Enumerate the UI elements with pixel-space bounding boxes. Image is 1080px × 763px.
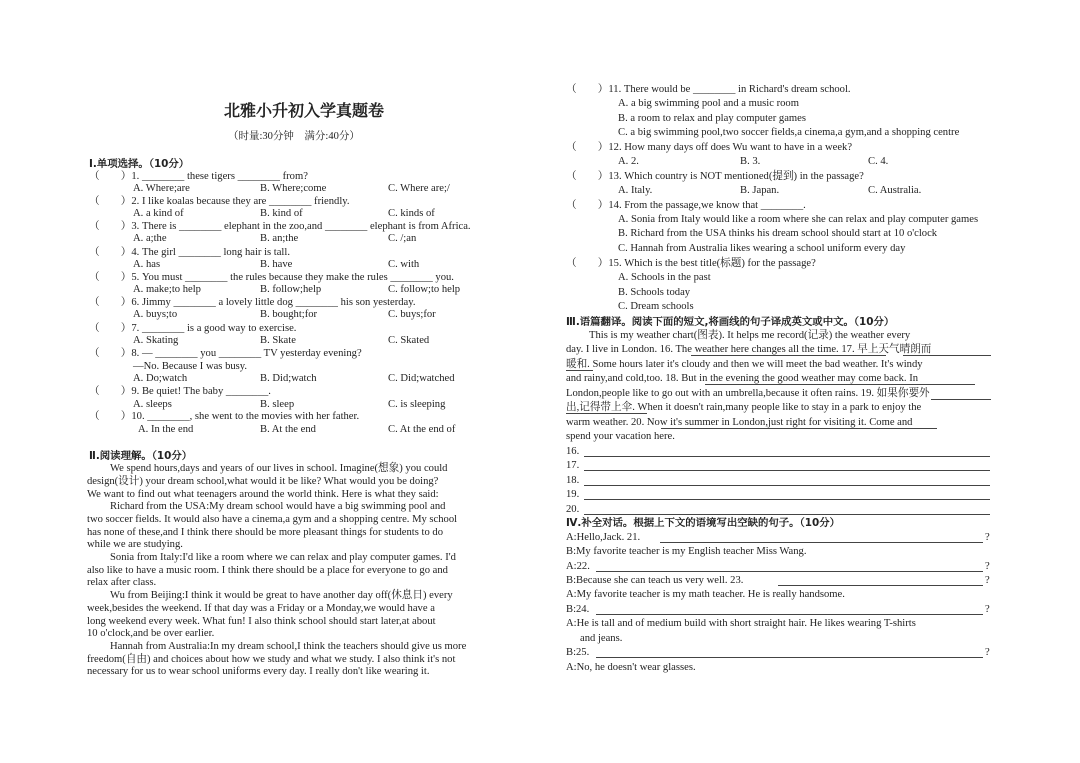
text-line: week,besides the weekend. If that day was a Friday or a Monday,we would have a <box>87 603 435 614</box>
text-line: ? <box>985 561 990 572</box>
text-line: B. Japan. <box>740 185 780 196</box>
text-line: design(设计) your dream school,what would it be like? What would you be doing? <box>87 476 439 487</box>
text-line: B. Skate <box>260 335 296 346</box>
text-line: A. Italy. <box>618 185 653 196</box>
exam-subtitle: （时量:30分钟 满分:40分） <box>228 131 360 142</box>
text-line: A. a;the <box>133 233 167 244</box>
text-line: C. Hannah from Australia likes wearing a school uniform every day <box>618 243 906 254</box>
underline-18 <box>705 384 975 385</box>
answer-line-18[interactable] <box>584 485 990 486</box>
text-line: B. have <box>260 259 293 270</box>
text-line: （ ）11. There would be ________ in Richard's dream school. <box>566 84 851 95</box>
text-line: 18. <box>566 475 580 486</box>
blank-line-24[interactable] <box>596 614 983 615</box>
text-line: B. follow;help <box>260 284 322 295</box>
section-heading: Ⅱ.阅读理解。（10分） <box>89 450 193 462</box>
text-line: C. Where are;/ <box>388 183 450 194</box>
text-line: A:22. <box>566 561 590 572</box>
text-line: B:25. <box>566 647 590 658</box>
text-line: C. is sleeping <box>388 399 446 410</box>
text-line: 10 o'clock,and be over earlier. <box>87 628 215 639</box>
text-line: A. buys;to <box>133 309 178 320</box>
text-line: A:No, he doesn't wear glasses. <box>566 662 696 673</box>
underline-19b <box>566 413 647 414</box>
text-line: （ ）3. There is ________ elephant in the zoo,and ________ elephant is from Africa. <box>89 221 471 232</box>
text-line: A. make;to help <box>133 284 201 295</box>
text-line: C. Dream schools <box>618 301 694 312</box>
answer-line-20[interactable] <box>584 514 990 515</box>
text-line: 16. <box>566 446 580 457</box>
text-line: A:He is tall and of medium build with short straight hair. He likes wearing T-shirts <box>566 618 916 629</box>
text-line: two soccer fields. It would also have a cinema,a gym and a shopping centre. My school <box>87 514 458 525</box>
text-line: （ ）9. Be quiet! The baby ________. <box>89 386 271 397</box>
text-line: long weekend every week. What fun! I also think school should start later,at about <box>87 616 436 627</box>
section-heading: Ⅲ.语篇翻译。阅读下面的短文,将画线的句子译成英文或中文。（10分） <box>566 316 895 328</box>
text-line: 出,记得带上伞. When it doesn't rain,many people like to stay in a park to enjoy the <box>566 402 922 413</box>
text-line: B. an;the <box>260 233 299 244</box>
text-line: （ ）12. How many days off does Wu want to have in a week? <box>566 142 853 153</box>
text-line: （ ）14. From the passage,we know that ________. <box>566 200 806 211</box>
text-line: B. a room to relax and play computer games <box>618 113 806 124</box>
text-line: day. I live in London. 16. The weather here changes all the time. 17. 早上天气晴朗而 <box>566 344 932 355</box>
text-line: A. Where;are <box>133 183 190 194</box>
text-line: C. kinds of <box>388 208 435 219</box>
text-line: C. Did;watched <box>388 373 455 384</box>
text-line: B. sleep <box>260 399 295 410</box>
text-line: Sonia from Italy:I'd like a room where we can relax and play computer games. I'd <box>110 552 456 563</box>
text-line: B. bought;for <box>260 309 318 320</box>
text-line: B:24. <box>566 604 590 615</box>
text-line: B. 3. <box>740 156 761 167</box>
underline-17a <box>903 355 991 356</box>
section-heading: Ⅰ.单项选择。（10分） <box>89 158 190 170</box>
text-line: freedom(自由) and choices about how we study and what we study. I also think it's not <box>87 654 456 665</box>
section-heading: Ⅳ.补全对话。根据上下文的语境写出空缺的句子。（10分） <box>566 517 840 529</box>
text-line: （ ）5. You must ________ the rules because they make the rules ________ you. <box>89 272 454 283</box>
text-line: C. a big swimming pool,two soccer fields,a cinema,a gym,and a shopping centre <box>618 127 960 138</box>
text-line: C. /;an <box>388 233 417 244</box>
text-line: We spend hours,days and years of our lives in school. Imagine(想象) you could <box>110 463 448 474</box>
text-line: ? <box>985 575 990 586</box>
text-line: （ ）8. — ________ you ________ TV yesterday evening? <box>89 348 362 359</box>
text-line: also like to have a music room. I think there should be a place for everyone to go and <box>87 565 448 576</box>
text-line: （ ）15. Which is the best title(标题) for the passage? <box>566 258 816 269</box>
text-line: B. At the end <box>260 424 316 435</box>
text-line: B. Did;watch <box>260 373 317 384</box>
blank-line-22[interactable] <box>596 571 983 572</box>
text-line: Wu from Beijing:I think it would be great to have another day off(休息日) every <box>110 590 453 601</box>
text-line: A. Schools in the past <box>618 272 711 283</box>
text-line: London,people like to go out with an umbrella,because it often rains. 19. 如果你要外 <box>566 388 930 399</box>
exam-title: 北雅小升初入学真题卷 <box>224 101 385 120</box>
text-line: Richard from the USA:My dream school would have a big swimming pool and <box>110 501 446 512</box>
text-line: （ ）1. ________ these tigers ________ from? <box>89 171 308 182</box>
text-line: and rainy,and cold,too. 18. But in the evening the good weather may come back. In <box>566 373 919 384</box>
blank-line-25[interactable] <box>596 657 983 658</box>
text-line: B. Where;come <box>260 183 327 194</box>
text-line: ? <box>985 532 990 543</box>
text-line: 20. <box>566 504 580 515</box>
text-line: A. 2. <box>618 156 639 167</box>
text-line: A. Sonia from Italy would like a room where she can relax and play computer games <box>618 214 979 225</box>
text-line: We want to find out what teenagers around the world think. Here is what they said: <box>87 489 439 500</box>
text-line: （ ）13. Which country is NOT mentioned(提到) in the passage? <box>566 171 864 182</box>
text-line: A. a big swimming pool and a music room <box>618 98 799 109</box>
text-line: B. kind of <box>260 208 303 219</box>
text-line: （ ）4. The girl ________ long hair is tall. <box>89 247 290 258</box>
text-line: A. Do;watch <box>133 373 188 384</box>
text-line: ? <box>985 647 990 658</box>
answer-line-19[interactable] <box>584 499 990 500</box>
text-line: Hannah from Australia:In my dream school,I think the teachers should give us more <box>110 641 467 652</box>
text-line: and jeans. <box>580 633 623 644</box>
text-line: C. 4. <box>868 156 889 167</box>
text-line: （ ）6. Jimmy ________ a lovely little dog ________ his son yesterday. <box>89 297 416 308</box>
text-line: C. follow;to help <box>388 284 461 295</box>
text-line: C. Australia. <box>868 185 922 196</box>
text-line: A. In the end <box>138 424 194 435</box>
text-line: 暖和. Some hours later it's cloudy and then we will meet the bad weather. It's windy <box>566 359 923 370</box>
text-line: C. Skated <box>388 335 430 346</box>
text-line: A. sleeps <box>133 399 172 410</box>
answer-line-17[interactable] <box>584 470 990 471</box>
underline-20 <box>661 428 937 429</box>
text-line: while we are studying. <box>87 539 183 550</box>
text-line: C. with <box>388 259 420 270</box>
blank-line-21[interactable] <box>660 542 983 543</box>
text-line: ? <box>985 604 990 615</box>
text-line: A. Skating <box>133 335 179 346</box>
text-line: （ ）7. ________ is a good way to exercise. <box>89 323 297 334</box>
answer-line-16[interactable] <box>584 456 990 457</box>
text-line: A:Hello,Jack. 21. <box>566 532 641 543</box>
text-line: warm weather. 20. Now it's summer in London,just right for visiting it. Come and <box>566 417 913 428</box>
text-line: A:My favorite teacher is my math teacher. He is really handsome. <box>566 589 845 600</box>
text-line: spend your vacation here. <box>566 431 675 442</box>
text-line: （ ）2. I like koalas because they are ________ friendly. <box>89 196 350 207</box>
text-line: —No. Because I was busy. <box>133 361 248 372</box>
text-line: B. Richard from the USA thinks his dream school should start at 10 o'clock <box>618 228 938 239</box>
text-line: B:My favorite teacher is my English teacher Miss Wang. <box>566 546 807 557</box>
text-line: 19. <box>566 489 580 500</box>
underline-17b <box>566 370 593 371</box>
text-line: 17. <box>566 460 580 471</box>
text-line: necessary for us to wear school uniforms every day. I really don't like wearing it. <box>87 666 430 677</box>
underline-16 <box>691 355 886 356</box>
text-line: B:Because she can teach us very well. 23. <box>566 575 744 586</box>
text-line: （ ）10. ________, she went to the movies with her father. <box>89 411 360 422</box>
text-line: A. a kind of <box>133 208 184 219</box>
text-line: B. Schools today <box>618 287 691 298</box>
underline-19a <box>931 399 991 400</box>
text-line: C. buys;for <box>388 309 436 320</box>
text-line: C. At the end of <box>388 424 456 435</box>
text-line: A. has <box>133 259 161 270</box>
text-line: has none of these,and I think there should be more pleasant things for students to do <box>87 527 443 538</box>
text-line: relax after class. <box>87 577 157 588</box>
blank-line-23[interactable] <box>778 585 983 586</box>
text-line: This is my weather chart(图表). It helps me record(记录) the weather every <box>589 330 911 341</box>
